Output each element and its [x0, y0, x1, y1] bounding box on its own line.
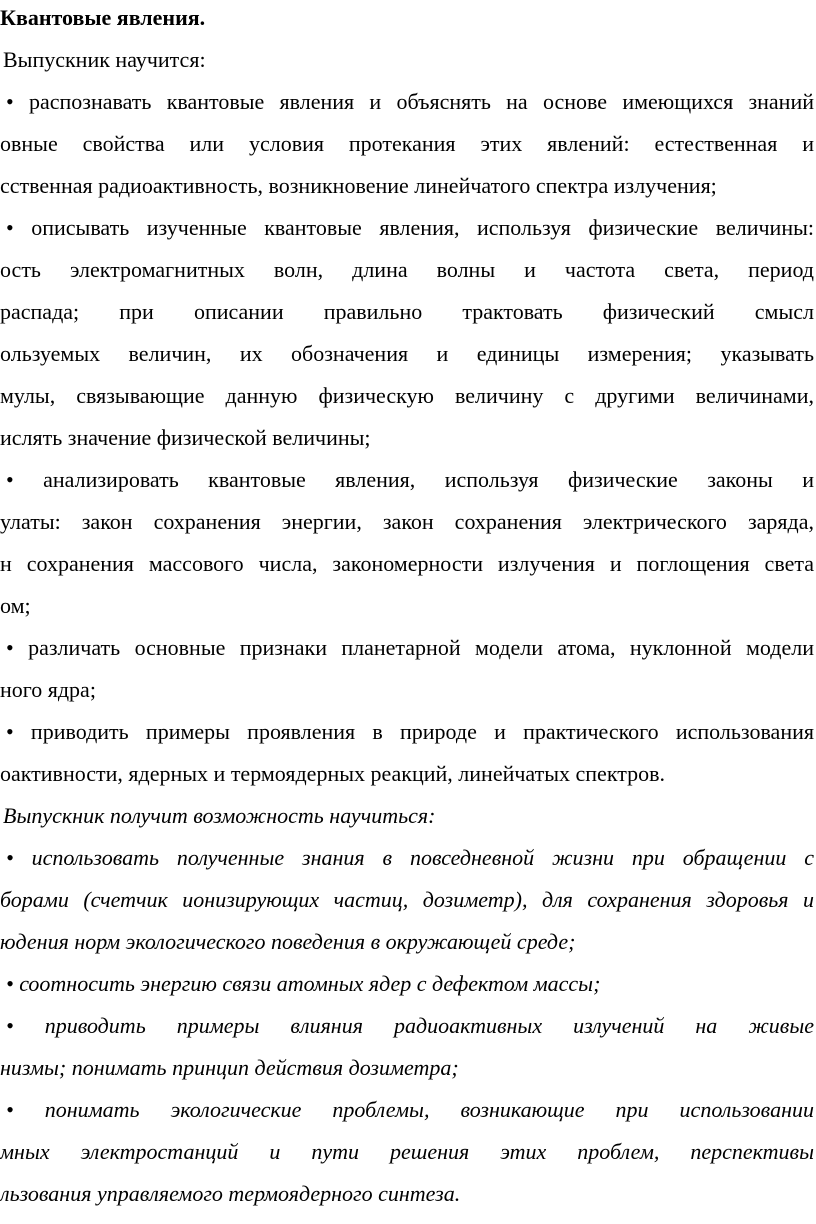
learn-line: оактивности, ядерных и термоядерных реакций, линейчатых спектров.: [0, 761, 665, 786]
learn-line: распада; при описании правильно трактовать физический смысл: [0, 299, 814, 324]
learn-line: ного ядра;: [0, 677, 96, 702]
learn-line: • различать основные признаки планетарной модели атома, нуклонной модели: [6, 635, 814, 660]
opportunity-line: • приводить примеры влияния радиоактивных излучений на живые: [6, 1013, 814, 1038]
opportunity-line: • понимать экологические проблемы, возникающие при использовании: [6, 1097, 814, 1122]
learn-line: • описывать изученные квантовые явления, используя физические величины:: [6, 215, 814, 240]
learn-line: сственная радиоактивность, возникновение линейчатого спектра излучения;: [0, 173, 717, 198]
learn-line: улаты: закон сохранения энергии, закон сохранения электрического заряда,: [0, 509, 814, 534]
learn-line: ислять значение физической величины;: [0, 425, 371, 450]
section-heading: Квантовые явления.: [0, 5, 206, 30]
opportunity-intro: Выпускник получит возможность научиться:: [3, 803, 436, 828]
learn-line: мулы, связывающие данную физическую величину с другими величинами,: [0, 383, 814, 408]
opportunity-line: низмы; понимать принцип действия дозиметра;: [0, 1055, 459, 1080]
opportunity-line: • использовать полученные знания в повседневной жизни при обращении с: [6, 845, 814, 870]
opportunity-line: борами (счетчик ионизирующих частиц, дозиметр), для сохранения здоровья и: [0, 887, 814, 912]
learn-line: • приводить примеры проявления в природе и практического использования: [6, 719, 814, 744]
learn-line: • распознавать квантовые явления и объяснять на основе имеющихся знаний: [6, 89, 814, 114]
learn-line: ом;: [0, 593, 31, 618]
opportunity-line: мных электростанций и пути решения этих проблем, перспективы: [0, 1139, 814, 1164]
opportunity-line: льзования управляемого термоядерного синтеза.: [0, 1181, 461, 1206]
learn-intro: Выпускник научится:: [3, 47, 206, 72]
learn-line: н сохранения массового числа, закономерности излучения и поглощения света: [0, 551, 814, 576]
learn-line: • анализировать квантовые явления, используя физические законы и: [6, 467, 814, 492]
opportunity-line: юдения норм экологического поведения в окружающей среде;: [0, 929, 576, 954]
learn-line: овные свойства или условия протекания этих явлений: естественная и: [0, 131, 814, 156]
opportunity-line: • соотносить энергию связи атомных ядер с дефектом массы;: [6, 971, 601, 996]
learn-line: ость электромагнитных волн, длина волны и частота света, период: [0, 257, 814, 282]
learn-line: ользуемых величин, их обозначения и единицы измерения; указывать: [0, 341, 814, 366]
